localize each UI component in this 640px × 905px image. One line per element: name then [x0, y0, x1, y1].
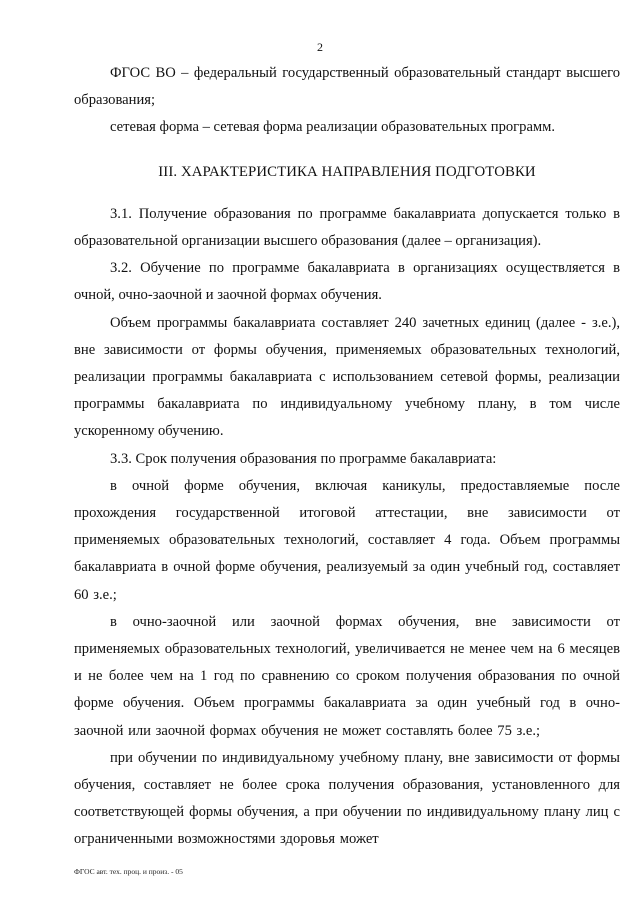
paragraph-full-time: в очной форме обучения, включая каникулы, предоставляемые после прохождения государственной итоговой аттестации, вне зависимости от применяемых образовательных технологий, составляет 4 года. Объем программы бакалавриата в очной форме обучения, реализуемый за один учебный год, составляет 60 з.е.; — [74, 477, 620, 603]
page-number: 2 — [317, 40, 323, 54]
paragraph-part-time: в очно-заочной или заочной формах обучения, вне зависимости от применяемых образовательных технологий, увеличивается не менее чем на 6 месяцев и не более чем на 1 год по сравнению со сроком получения образования по очной форме обучения. Объем программы бакалавриата за один учебный год в очно-заочной или заочной формах обучения не может составлять более 75 з.е.; — [74, 613, 620, 739]
paragraph-3-2: 3.2. Обучение по программе бакалавриата в организациях осуществляется в очной, очно-заочной и заочной формах обучения. — [74, 260, 620, 304]
paragraph-volume: Объем программы бакалавриата составляет 240 зачетных единиц (далее - з.е.), вне зависимости от формы обучения, применяемых образовательных технологий, реализации программы бакалавриата с использованием сетевой формы, реализации программы бакалавриата по индивидуальному учебному плану, в том числе ускоренному обучению. — [74, 314, 620, 440]
footer-code: ФГОС авт. тех. проц. и произ. - 05 — [74, 867, 183, 876]
section-heading: III. ХАРАКТЕРИСТИКА НАПРАВЛЕНИЯ ПОДГОТОВКИ — [158, 163, 536, 180]
paragraph-3-3: 3.3. Срок получения образования по программе бакалавриата: — [110, 450, 497, 467]
definition-fgos: ФГОС ВО – федеральный государственный образовательный стандарт высшего образования; — [74, 65, 620, 109]
paragraph-individual-plan: при обучении по индивидуальному учебному плану, вне зависимости от формы обучения, составляет не более срока получения образования, установленного для соответствующей формы обучения, а при обучении по индивидуальному плану лиц с ограниченными возможностями здоровья может — [74, 749, 620, 848]
document-body — [74, 60, 620, 854]
definition-network-form: сетевая форма – сетевая форма реализации образовательных программ. — [110, 119, 556, 136]
paragraph-3-1: 3.1. Получение образования по программе бакалавриата допускается только в образовательной организации высшего образования (далее – организация). — [74, 205, 620, 250]
